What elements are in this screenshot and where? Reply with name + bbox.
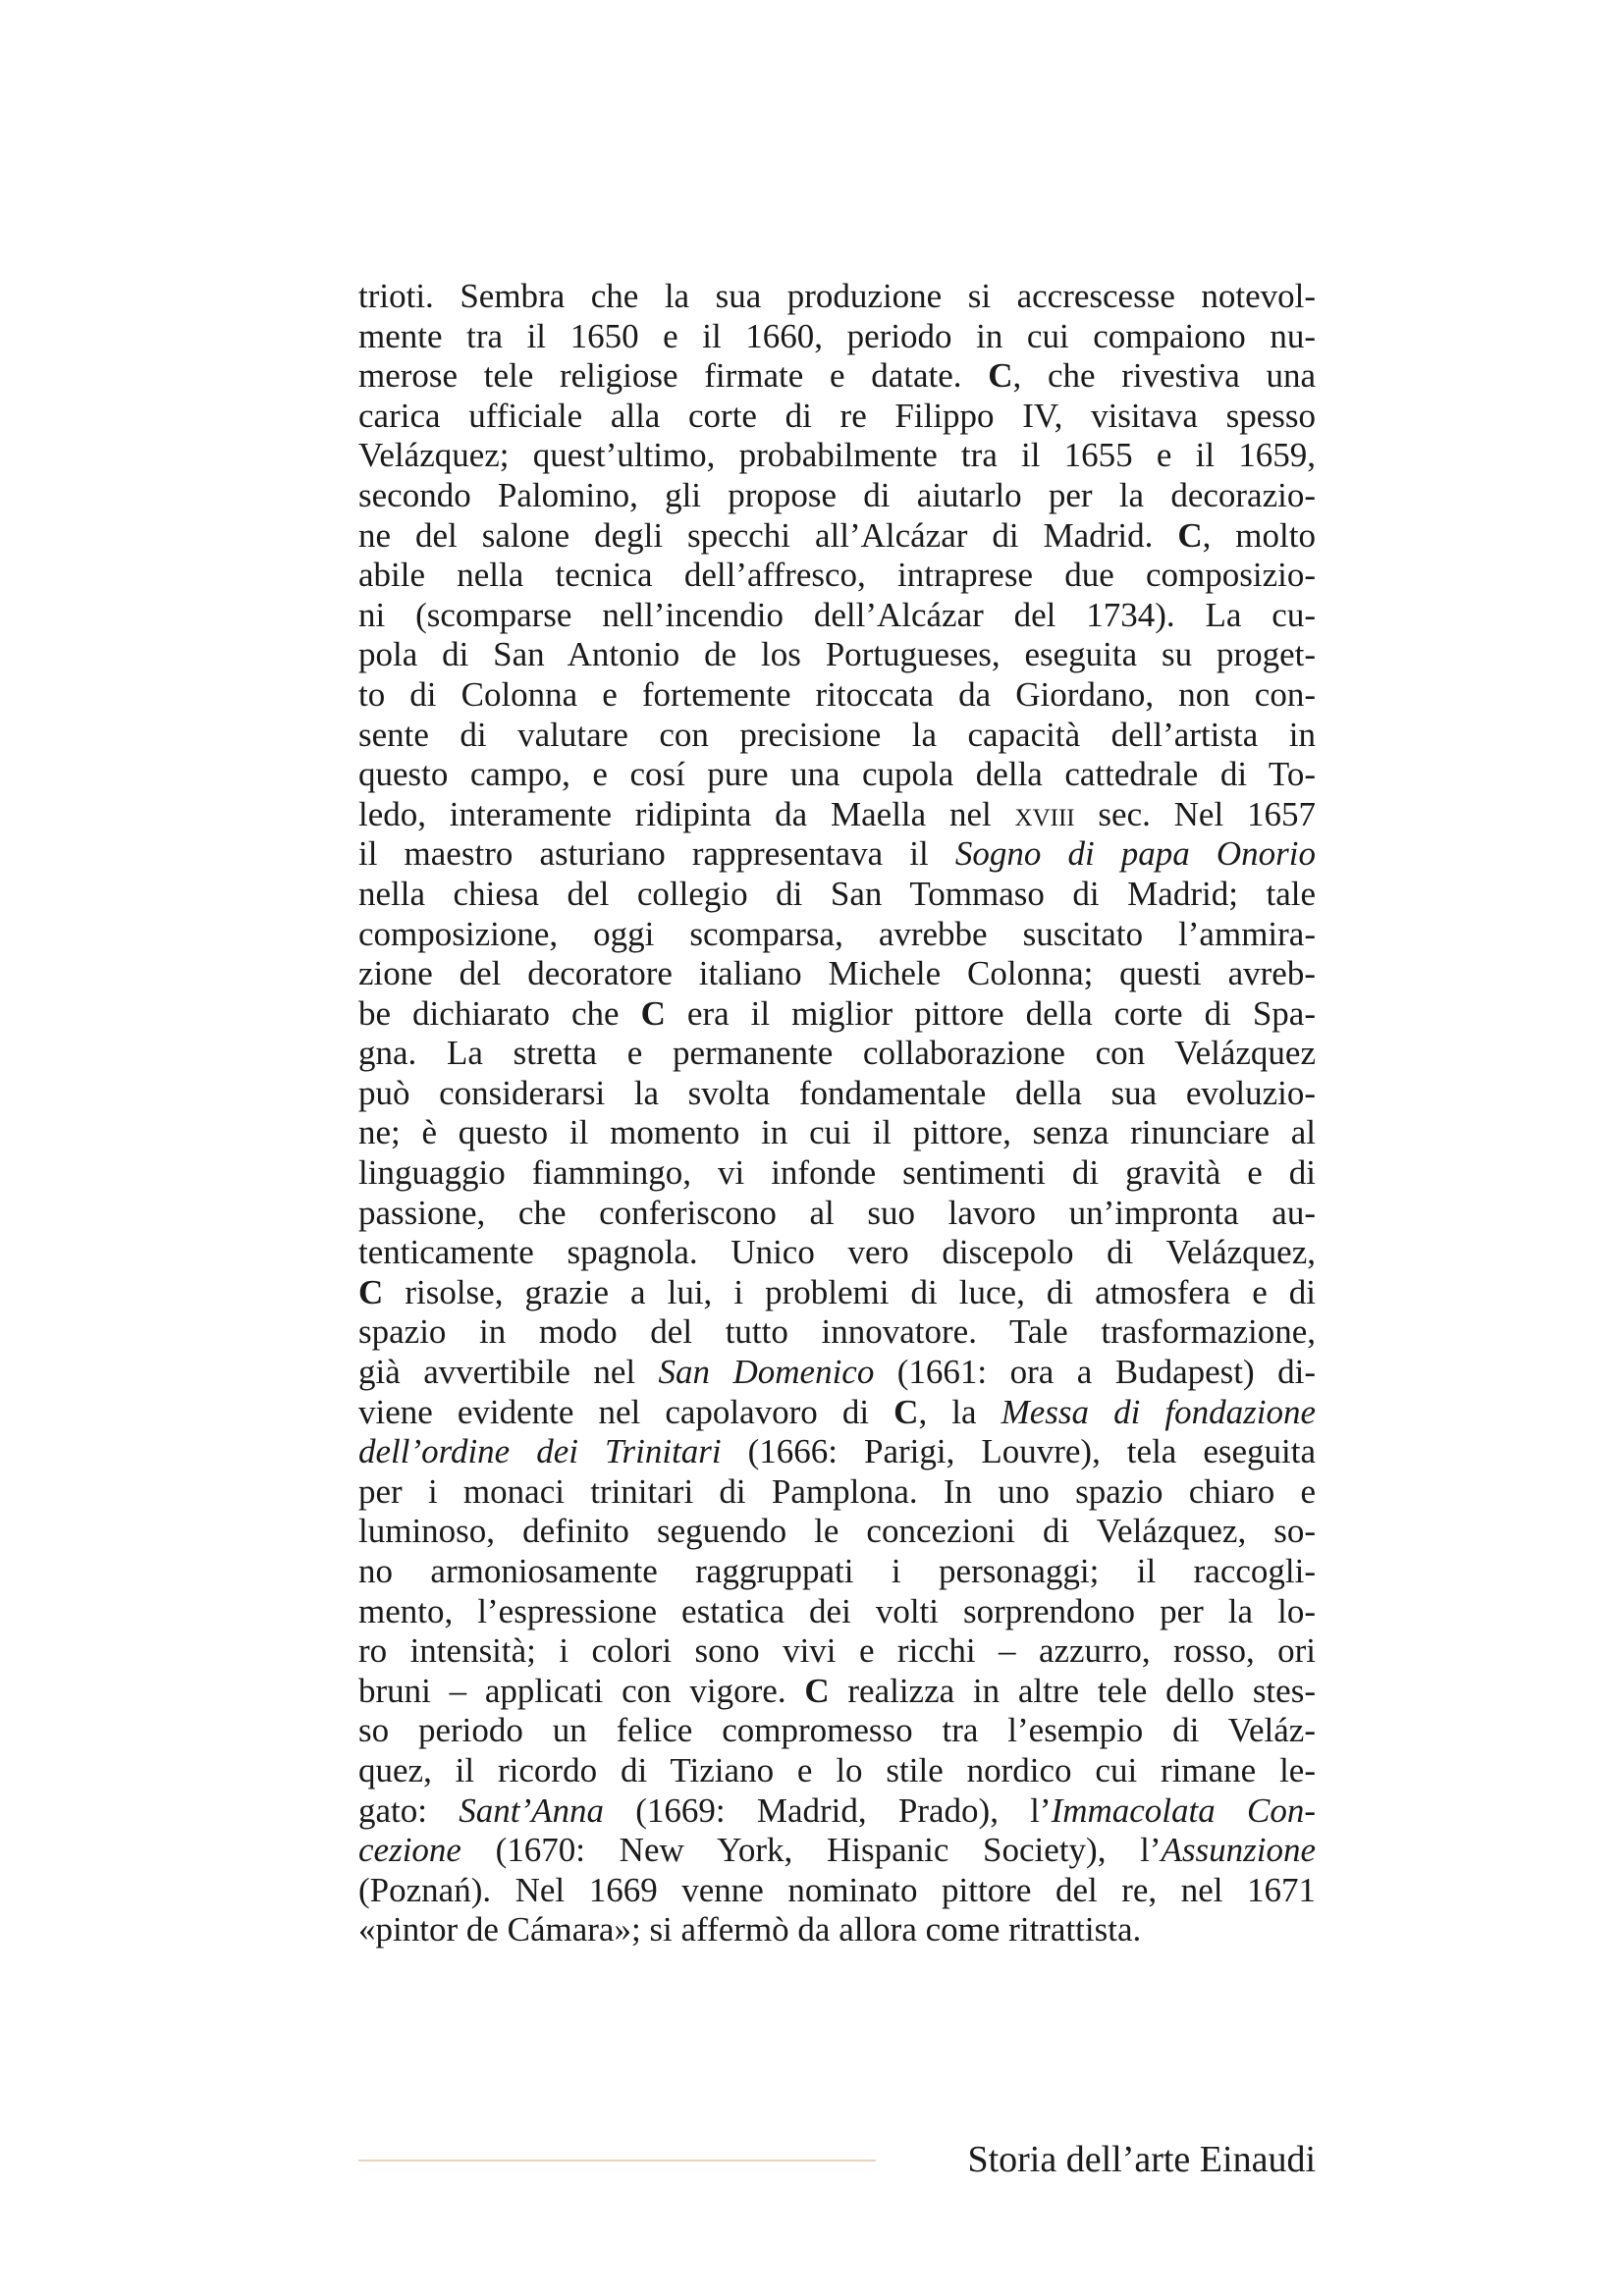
text-line (358, 1631, 1316, 1672)
text-line (358, 436, 1316, 476)
text-run: pola di San Antonio de los Portugueses, eseguita su proget- (358, 635, 1316, 674)
text-run: per i monaci trinitari di Pamplona. In uno spazio chiaro e (358, 1471, 1316, 1511)
text-run: realizza in altre tele dello stes- (829, 1671, 1316, 1710)
text-run: (1666: Parigi, Louvre), tela eseguita (721, 1432, 1316, 1471)
text-run: to di Colonna e fortemente ritoccata da Giordano, non con- (358, 674, 1316, 714)
text-run: carica ufficiale alla corte di re Filippo IV, visitava spesso (358, 396, 1316, 435)
italic-title: Sant’Anna (459, 1790, 604, 1830)
text-run: , che rivestiva una (1012, 356, 1317, 396)
century-numeral: xviii (1014, 794, 1075, 833)
text-run: gato: (358, 1790, 460, 1830)
text-run: , molto (1202, 515, 1316, 555)
text-run: (Poznań). Nel 1669 venne nominato pittore del re, nel 1671 (358, 1870, 1316, 1909)
body-text (358, 277, 1316, 1950)
text-run: no armoniosamente raggruppati i personaggi; il raccogli- (358, 1552, 1316, 1590)
text-line (358, 317, 1316, 357)
text-line (358, 834, 1316, 875)
italic-title: Immacolata Con- (1051, 1790, 1316, 1830)
text-run: (1661: ora a Budapest) di- (874, 1353, 1316, 1392)
text-line (358, 1153, 1316, 1194)
artist-abbrev: C (640, 993, 666, 1033)
text-run: ro intensità; i colori sono vivi e ricchi – azzurro, rosso, ori (358, 1631, 1316, 1671)
text-line (358, 1592, 1316, 1632)
text-run: il maestro asturiano rappresentava il (358, 834, 955, 874)
text-run: abile nella tecnica dell’affresco, intraprese due composizio- (358, 556, 1316, 595)
text-run: spazio in modo del tutto innovatore. Tale trasformazione, (358, 1312, 1316, 1352)
text-line (358, 356, 1316, 397)
text-line (358, 635, 1316, 675)
text-run: «pintor de Cámara»; si affermò da allora come ritrattista. (358, 1910, 1142, 1949)
italic-title: San Domenico (658, 1353, 875, 1392)
text-run: sente di valutare con precisione la capacità dell’artista in (358, 715, 1316, 754)
text-line (358, 716, 1316, 756)
text-line (358, 596, 1316, 636)
text-line (358, 1034, 1316, 1074)
text-line (358, 277, 1316, 317)
text-line (358, 516, 1316, 557)
artist-abbrev: C (893, 1392, 919, 1431)
text-line (358, 1074, 1316, 1114)
italic-title: Sogno di papa Onorio (954, 834, 1316, 874)
text-run: luminoso, definito seguendo le concezioni di Velázquez, so- (358, 1512, 1316, 1551)
text-run: già avvertibile nel (358, 1353, 659, 1392)
text-line (358, 675, 1316, 716)
text-run: mento, l’espressione estatica dei volti sorprendono per la lo- (358, 1591, 1316, 1630)
text-run: passione, che conferiscono al suo lavoro un’impronta au- (358, 1193, 1316, 1232)
footer-divider (358, 2160, 876, 2162)
text-run: secondo Palomino, gli propose di aiutarlo per la decorazio- (358, 475, 1316, 514)
text-line (358, 476, 1316, 516)
text-line (358, 1791, 1316, 1832)
artist-abbrev: C (804, 1671, 830, 1710)
text-run: quez, il ricordo di Tiziano e lo stile nordico cui rimane le- (358, 1750, 1316, 1789)
text-line (358, 1672, 1316, 1712)
text-line (358, 1711, 1316, 1751)
text-run: merose tele religiose firmate e datate. (358, 356, 989, 396)
text-line (358, 1910, 1316, 1950)
text-run: bruni – applicati con vigore. (358, 1671, 805, 1710)
artist-abbrev: C (1177, 515, 1203, 555)
text-run: era il miglior pittore della corte di Spa- (665, 993, 1316, 1033)
text-line (358, 1512, 1316, 1552)
text-line (358, 1432, 1316, 1472)
text-run: sec. Nel 1657 (1074, 794, 1316, 833)
artist-abbrev: C (988, 356, 1013, 396)
text-run: può considerarsi la svolta fondamentale della sua evoluzio- (358, 1073, 1316, 1112)
text-line (358, 1113, 1316, 1153)
text-line (358, 1393, 1316, 1433)
italic-title: cezione (358, 1831, 461, 1870)
text-run: linguaggio fiammingo, vi infonde sentimenti di gravità e di (358, 1153, 1316, 1193)
text-run: nella chiesa del collegio di San Tommaso di Madrid; tale (358, 874, 1316, 913)
italic-title: Messa di fondazione (1001, 1392, 1317, 1431)
text-run: ne; è questo il momento in cui il pittore, senza rinunciare al (358, 1113, 1316, 1152)
footer-title: Storia dell’arte Einaudi (967, 2139, 1316, 2180)
text-run: (1669: Madrid, Prado), l’ (604, 1790, 1052, 1830)
text-line (358, 1273, 1316, 1313)
text-line (358, 1751, 1316, 1791)
text-line (358, 397, 1316, 437)
text-line (358, 556, 1316, 596)
text-run: ledo, interamente ridipinta da Maella nel (358, 794, 1015, 833)
text-run: mente tra il 1650 e il 1660, periodo in cui compaiono nu- (358, 316, 1316, 355)
text-run: trioti. Sembra che la sua produzione si accrescesse notevol- (358, 277, 1316, 315)
text-line (358, 1194, 1316, 1234)
text-line (358, 915, 1316, 955)
text-run: questo campo, e cosí pure una cupola della cattedrale di To- (358, 755, 1316, 794)
text-run: risolse, grazie a lui, i problemi di luce, di atmosfera e di (383, 1272, 1316, 1311)
text-line (358, 795, 1316, 835)
text-run: (1670: New York, Hispanic Society), l’ (460, 1831, 1162, 1870)
text-run: viene evidente nel capolavoro di (358, 1392, 894, 1431)
text-run: composizione, oggi scomparsa, avrebbe suscitato l’ammira- (358, 914, 1316, 953)
text-line (358, 1552, 1316, 1592)
artist-abbrev: C (358, 1272, 384, 1311)
text-line (358, 1871, 1316, 1911)
text-run: gna. La stretta e permanente collaborazione con Velázquez (358, 1034, 1316, 1073)
text-line (358, 1472, 1316, 1513)
text-run: zione del decoratore italiano Michele Colonna; questi avreb- (358, 954, 1316, 993)
text-run: ni (scomparse nell’incendio dell’Alcázar del 1734). La cu- (358, 595, 1316, 634)
text-run: Velázquez; quest’ultimo, probabilmente tra il 1655 e il 1659, (358, 436, 1316, 475)
text-run: ne del salone degli specchi all’Alcázar di Madrid. (358, 515, 1178, 555)
text-line (358, 755, 1316, 795)
text-run: tenticamente spagnola. Unico vero discepolo di Velázquez, (358, 1233, 1316, 1272)
text-line (358, 1312, 1316, 1353)
text-line (358, 954, 1316, 994)
italic-title: dell’ordine dei Trinitari (358, 1432, 722, 1471)
text-line (358, 1353, 1316, 1393)
text-line (358, 994, 1316, 1035)
text-run: be dichiarato che (358, 993, 641, 1033)
italic-title: Assunzione (1161, 1831, 1316, 1870)
text-run: so periodo un felice compromesso tra l’esempio di Veláz- (358, 1711, 1316, 1750)
text-line (358, 1233, 1316, 1273)
text-line (358, 875, 1316, 915)
text-run: , la (918, 1392, 1001, 1431)
text-line (358, 1831, 1316, 1871)
